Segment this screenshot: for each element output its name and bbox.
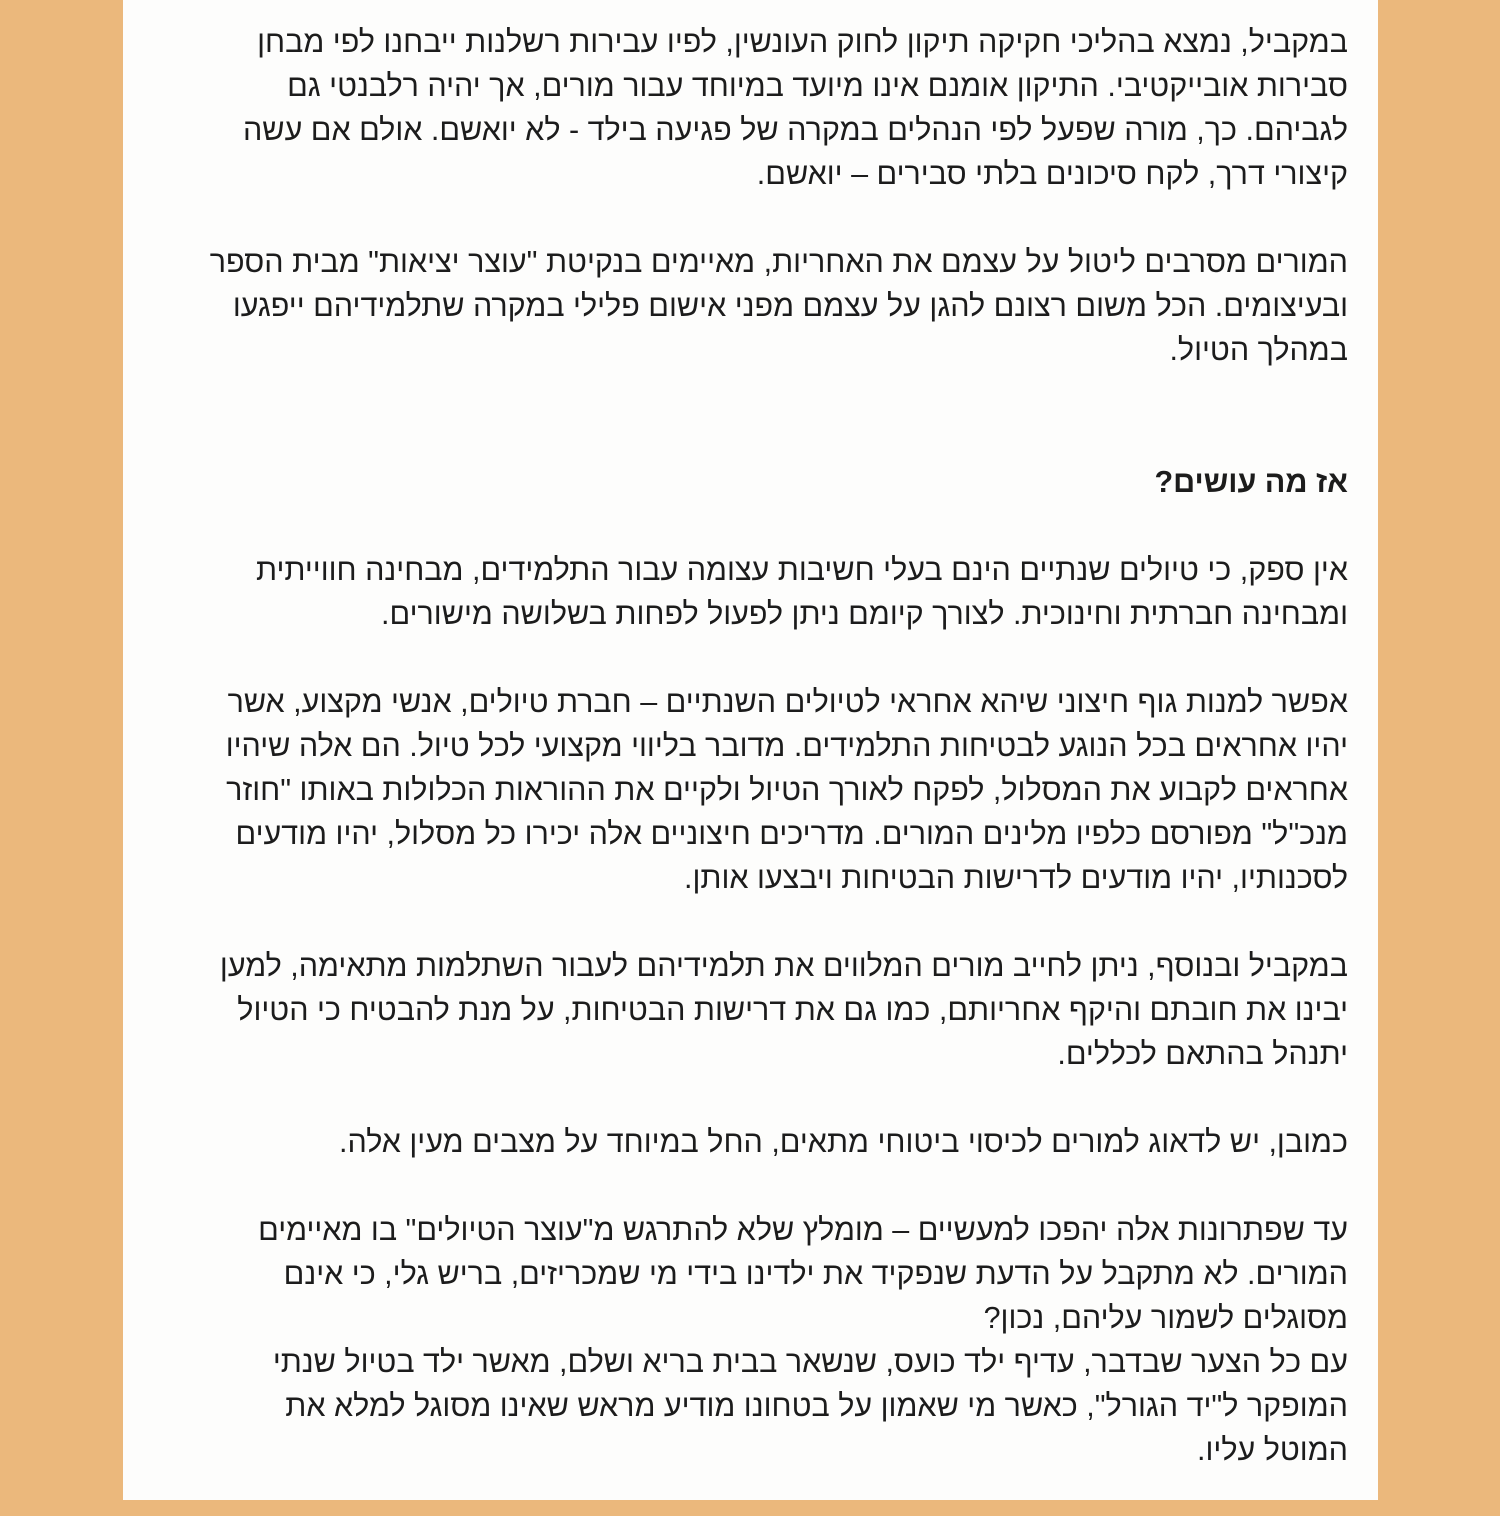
text-line: עד שפתרונות אלה יהפכו למעשיים – מומלץ שלא להתרגש מ"עוצר הטיולים" בו מאיימים <box>258 1213 1348 1247</box>
text-line: יהיו אחראים בכל הנוגע לבטיחות התלמידים. מדובר בליווי מקצועי לכל טיול. הם אלה שיהיו <box>225 729 1348 763</box>
paragraph-importance <box>118 548 1348 636</box>
text-line: במקביל, נמצא בהליכי חקיקה תיקון לחוק העונשין, לפיו עבירות רשלנות ייבחנו לפי מבחן <box>257 25 1348 59</box>
paragraph-legislation <box>118 20 1348 196</box>
text-line: יבינו את חובתם והיקף אחריותם, כמו גם את דרישות הבטיחות, על מנת להבטיח כי הטיול <box>237 993 1348 1027</box>
text-line: כמובן, יש לדאוג למורים לכיסוי ביטוחי מתאים, החל במיוחד על מצבים מעין אלה. <box>339 1125 1348 1159</box>
text-line: מנכ"ל" מפורסם כלפיו מלינים המורים. מדריכים חיצוניים אלה יכירו כל מסלול, יהיו מודעים <box>235 817 1348 851</box>
text-line: המופקר ל"יד הגורל", כאשר מי שאמון על בטחונו מודיע מראש שאינו מסוגל למלא את <box>285 1389 1348 1423</box>
text-line: מסוגלים לשמור עליהם, נכון? <box>983 1301 1348 1335</box>
text-line: במהלך הטיול. <box>1169 333 1348 367</box>
text-line: סבירות אובייקטיבי. התיקון אומנם אינו מיועד במיוחד עבור מורים, אך יהיה רלבנטי גם <box>287 69 1348 103</box>
text-line: עם כל הצער שבדבר, עדיף ילד כועס, שנשאר בבית בריא ושלם, מאשר ילד בטיול שנתי <box>272 1345 1348 1379</box>
text-line: אפשר למנות גוף חיצוני שיהא אחראי לטיולים השנתיים – חברת טיולים, אנשי מקצוע, אשר <box>227 685 1348 719</box>
document-page <box>123 0 1378 1500</box>
text-line: במקביל ובנוסף, ניתן לחייב מורים המלווים את תלמידיהם לעבור השתלמות מתאימה, למען <box>219 949 1348 983</box>
text-line: יתנהל בהתאם לכללים. <box>1057 1037 1348 1071</box>
text-line: ובעיצומים. הכל משום רצונם להגן על עצמם מפני אישום פלילי במקרה שתלמידיהם ייפגעו <box>232 289 1348 323</box>
paragraph-conclusion <box>118 1340 1348 1472</box>
text-line: אין ספק, כי טיולים שנתיים הינם בעלי חשיבות עצומה עבור התלמידים, מבחינה חווייתית <box>256 553 1348 587</box>
section-heading: אז מה עושים? <box>1154 465 1348 499</box>
text-line: המוטל עליו. <box>1197 1433 1348 1467</box>
text-line: המורים מסרבים ליטול על עצמם את האחריות, מאיימים בנקיטת "עוצר יציאות" מבית הספר <box>209 245 1348 279</box>
text-line: אחראים לקבוע את המסלול, לפקח לאורך הטיול ולקיים את ההוראות הכלולות באותו "חוזר <box>226 773 1348 807</box>
text-line: ומבחינה חברתית וחינוכית. לצורך קיומם ניתן לפעול לפחות בשלושה מישורים. <box>381 597 1348 631</box>
document-content <box>118 20 1348 1516</box>
paragraph-training <box>118 944 1348 1076</box>
paragraph-insurance <box>118 1120 1348 1164</box>
text-line: המורים. לא מתקבל על הדעת שנפקיד את ילדינו בידי מי שמכריזים, בריש גלי, כי אינם <box>283 1257 1348 1291</box>
text-line: קיצורי דרך, לקח סיכונים בלתי סבירים – יואשם. <box>756 157 1348 191</box>
paragraph-teachers-refuse <box>118 240 1348 372</box>
text-line: לגביהם. כך, מורה שפעל לפי הנהלים במקרה של פגיעה בילד - לא יואשם. אולם אם עשה <box>242 113 1348 147</box>
text-line: לסכנותיו, יהיו מודעים לדרישות הבטיחות ויבצעו אותן. <box>683 861 1348 895</box>
spacer <box>118 416 1348 460</box>
paragraph-external-body <box>118 680 1348 900</box>
paragraph-recommendation <box>118 1208 1348 1340</box>
